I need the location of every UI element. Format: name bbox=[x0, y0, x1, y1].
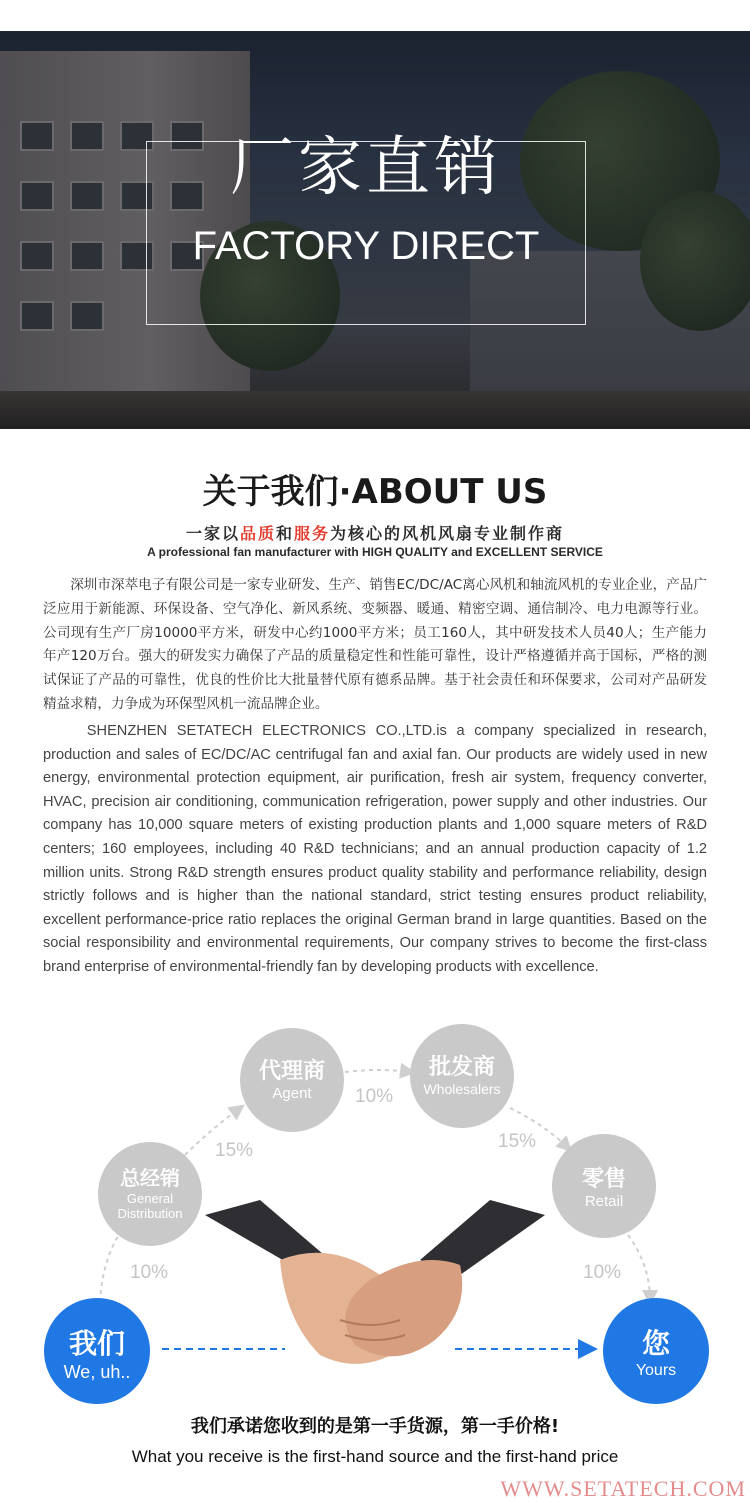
node-general-cn: 总经销 bbox=[120, 1166, 180, 1190]
promise-en: What you receive is the first-hand source and the first-hand price bbox=[131, 1447, 619, 1466]
subtitle-text: 为核心的风机风扇专业制作商 bbox=[330, 524, 565, 543]
pct-retail-you: 10% bbox=[583, 1262, 622, 1283]
pct-general-agent: 15% bbox=[215, 1140, 254, 1161]
node-agent bbox=[240, 1028, 344, 1132]
pct-wholesale-retail: 15% bbox=[498, 1131, 537, 1152]
node-you-en: Yours bbox=[635, 1362, 677, 1379]
subtitle-highlight-service: 服务 bbox=[294, 524, 331, 543]
node-general-distribution bbox=[98, 1142, 202, 1246]
node-we-cn: 我们 bbox=[68, 1327, 125, 1360]
node-retail-en: Retail bbox=[584, 1193, 624, 1210]
hero-banner bbox=[0, 31, 750, 429]
node-you-cn: 您 bbox=[641, 1327, 670, 1360]
hero-title-cn: 厂家直销 bbox=[230, 131, 502, 205]
arrow-agent-to-wholesale bbox=[345, 1070, 410, 1072]
node-we bbox=[44, 1298, 150, 1404]
handshake-image bbox=[205, 1200, 545, 1364]
node-agent-en: Agent bbox=[272, 1085, 312, 1102]
node-you bbox=[603, 1298, 709, 1404]
node-wholesalers-en: Wholesalers bbox=[423, 1081, 501, 1097]
about-subtitle-cn bbox=[0, 523, 750, 545]
promise-cn: 我们承诺您收到的是第一手货源，第一手价格! bbox=[190, 1416, 560, 1437]
node-agent-cn: 代理商 bbox=[258, 1059, 325, 1084]
about-paragraph-en: SHENZHEN SETATECH ELECTRONICS CO.,LTD.is a company specialized in research, production and sales of EC/DC/AC centrifugal fan and axial fan. Our products are widely used in new energy, environmental protection equipment, air purification, fresh air system, frequency converter, HVAC, precision air conditioning, communication refrigeration, power supply and other industries. Our company has 10,000 square meters of existing production plants and 1,000 square meters of R&D centers; 160 employees, including 40 R&D technicians; and an annual production capacity of 1.2 million units. Strong R&D strength ensures product quality stability and performance reliability, design strictly follows and is higher than the national standard, strict testing ensures product reliability, excellent performance-price ratio replaces the original German brand in large quantities. Based on the social responsibility and environmental requirements, Our company strives to become the first-class brand enterprise of environmental-friendly fan by developing products with excellence. bbox=[43, 723, 707, 975]
subtitle-text: 和 bbox=[275, 524, 294, 543]
about-paragraph-cn: 深圳市深萃电子有限公司是一家专业研发、生产、销售EC/DC/AC离心风机和轴流风机的专业企业，产品广泛应用于新能源、环保设备、空气净化、新风系统、变频器、暖通、精密空调、通信制冷、电力电源等行业。公司现有生产厂房10000平方米，研发中心约1000平方米；员工160人，其中研发技术人员40人；生产能力年产120万台。强大的研发实力确保了产品的质量稳定性和性能可靠性，设计严格遵循并高于国标，严格的测试保证了产品的可靠性，优良的性价比大批量替代原有德系品牌。基于社会责任和环保要求，公司对产品研发精益求精，力争成为环保型风机一流品牌企业。 bbox=[43, 577, 707, 712]
hero-title-en: FACTORY DIRECT bbox=[192, 224, 540, 268]
arrow-retail-to-you bbox=[628, 1235, 650, 1300]
pct-agent-wholesale: 10% bbox=[355, 1086, 394, 1107]
subtitle-text: 一家以 bbox=[185, 524, 240, 543]
node-we-en: We, uh.. bbox=[63, 1362, 131, 1382]
node-wholesalers-cn: 批发商 bbox=[428, 1055, 495, 1080]
pct-we-general: 10% bbox=[130, 1262, 169, 1283]
distribution-diagram bbox=[0, 1020, 750, 1420]
node-general-en: General Distribution bbox=[117, 1191, 183, 1221]
about-title: 关于我们·ABOUT US bbox=[202, 472, 548, 512]
watermark: WWW.SETATECH.COM bbox=[500, 1476, 746, 1501]
node-retail-cn: 零售 bbox=[581, 1167, 626, 1192]
subtitle-highlight-quality: 品质 bbox=[239, 524, 276, 543]
node-wholesalers bbox=[410, 1024, 514, 1128]
about-subtitle-en: A professional fan manufacturer with HIGH QUALITY and EXCELLENT SERVICE bbox=[147, 545, 603, 559]
node-retail bbox=[552, 1134, 656, 1238]
